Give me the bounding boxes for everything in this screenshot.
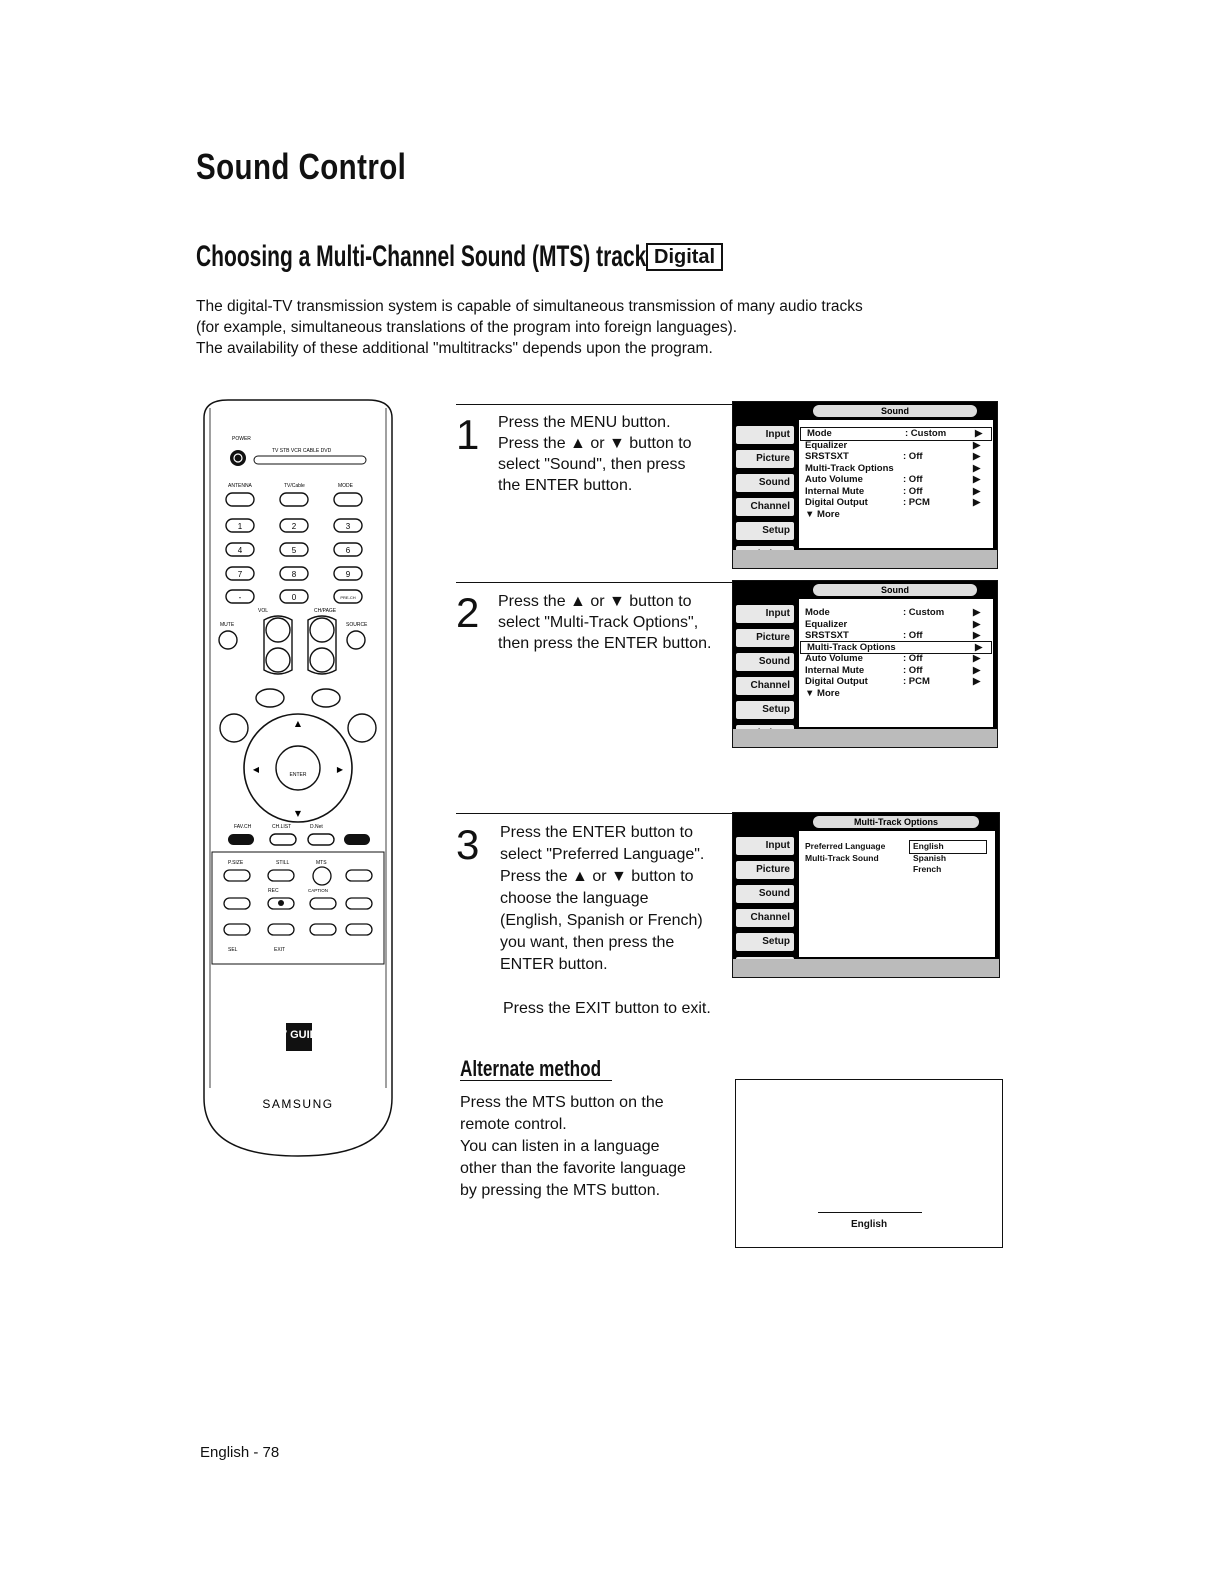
- intro-line: The availability of these additional "multitracks" depends upon the program.: [196, 340, 713, 357]
- mute-label: MUTE: [220, 622, 235, 628]
- alt-line: other than the favorite language: [460, 1160, 686, 1177]
- alt-line: Press the MTS button on the: [460, 1094, 664, 1111]
- sidebar-item-setup: Setup: [736, 701, 794, 719]
- section-title: Choosing a Multi-Channel Sound (MTS) track: [196, 240, 647, 273]
- step-line: Press the ▲ or ▼ button to: [498, 435, 692, 452]
- osd-divider: [818, 1212, 922, 1213]
- step-line: Press the ▲ or ▼ button to: [500, 868, 694, 885]
- digit-3-label: 3: [345, 522, 351, 531]
- screen-menu-panel: [799, 831, 995, 957]
- chlist-label: CH.LIST: [272, 824, 292, 830]
- sel-label: SEL: [228, 947, 238, 953]
- menu-row: Preferred Language English: [799, 841, 995, 853]
- step-line: the ENTER button.: [498, 477, 633, 494]
- mode-label: MODE: [338, 483, 353, 489]
- step-line: you want, then press the: [500, 934, 675, 951]
- step-line: select "Preferred Language".: [500, 846, 705, 863]
- osd-language-label: English: [850, 1219, 888, 1230]
- step-3-screen: [732, 812, 1000, 978]
- page-footer: English - 78: [200, 1444, 280, 1461]
- digit-0-label: 0: [291, 593, 297, 602]
- screen-menu-panel: [799, 420, 993, 548]
- menu-row: Internal Mute : Off ▶: [805, 485, 981, 497]
- sidebar-item-channel: Channel: [736, 498, 794, 516]
- menu-row: Auto Volume : Off ▶: [805, 474, 981, 485]
- screen-sidebar: [733, 420, 797, 568]
- sidebar-item-channel: Channel: [736, 909, 794, 927]
- menu-row: Digital Output : PCM ▶: [805, 497, 981, 508]
- sidebar-item-input: Input: [736, 605, 794, 623]
- menu-row: Multi-Track Options ▶: [801, 642, 991, 654]
- step-1-text: [498, 412, 728, 496]
- digital-badge: Digital: [646, 243, 723, 271]
- mts-osd-screen: [735, 1079, 1003, 1248]
- alternate-method-text: [460, 1092, 730, 1202]
- step-3-text: [500, 822, 732, 976]
- menu-row: Internal Mute : Off ▶: [805, 664, 981, 676]
- alternate-method-title: Alternate method: [460, 1056, 602, 1081]
- screen-header: Multi-Track Options: [813, 816, 979, 828]
- menu-row: Equalizer ▶: [805, 439, 981, 451]
- step-line: ENTER button.: [500, 956, 608, 973]
- sidebar-item-setup: Setup: [736, 933, 794, 951]
- sidebar-item-input: Input: [736, 837, 794, 855]
- digit-1-label: 1: [237, 522, 243, 531]
- sidebar-item-sound: Sound: [736, 474, 794, 492]
- step-2-text: [498, 591, 730, 654]
- sidebar-item-input: Input: [736, 426, 794, 444]
- sidebar-item-channel: Channel: [736, 677, 794, 695]
- step-3-rule: [456, 813, 732, 814]
- digit-2-label: 2: [291, 522, 297, 531]
- enter-label: ENTER: [289, 772, 307, 778]
- tvcable-label: TV/Cable: [284, 483, 305, 489]
- remote-control-illustration: [198, 398, 398, 1158]
- menu-row: Mode : Custom ▶: [805, 607, 981, 618]
- screen-footer: [733, 729, 997, 747]
- step-line: Press the ENTER button to: [500, 824, 693, 841]
- sidebar-item-sound: Sound: [736, 653, 794, 671]
- svg-text:▼: ▼: [294, 809, 302, 818]
- screen-sidebar: [733, 831, 797, 977]
- favch-label: FAV.CH: [234, 824, 252, 830]
- chpage-label: CH/PAGE: [314, 608, 337, 614]
- power-button: [230, 450, 246, 466]
- svg-text:◀: ◀: [252, 765, 260, 774]
- menu-row: Multi-Track Sound Spanish: [805, 852, 947, 863]
- power-label: POWER: [232, 436, 251, 442]
- dnet-label: D.Net: [310, 824, 323, 830]
- screen-header: Sound: [813, 584, 977, 596]
- svg-text:▶: ▶: [336, 765, 344, 774]
- rec-label: REC: [268, 888, 279, 894]
- step-line: Press the ▲ or ▼ button to: [498, 593, 692, 610]
- step-2-number: 2: [456, 589, 480, 636]
- sidebar-item-sound: Sound: [736, 885, 794, 903]
- menu-row: Auto Volume : Off ▶: [805, 653, 981, 664]
- menu-row: Mode : Custom ▶: [801, 428, 991, 440]
- alt-line: remote control.: [460, 1116, 567, 1133]
- step-line: (English, Spanish or French): [500, 912, 703, 929]
- step-1-screen: [732, 401, 998, 569]
- digit-5-label: 5: [291, 546, 297, 555]
- page-title: Sound Control: [196, 146, 407, 187]
- caption-label: CAPTION: [308, 888, 329, 893]
- alternate-method-rule: [460, 1080, 612, 1081]
- digit-6-label: 6: [345, 546, 351, 555]
- step-3-number: 3: [456, 821, 480, 868]
- antenna-label: ANTENNA: [228, 483, 252, 489]
- alt-line: You can listen in a language: [460, 1138, 660, 1155]
- vol-label: VOL: [258, 608, 269, 614]
- intro-line: The digital-TV transmission system is capable of simultaneous transmission of many audio tracks: [196, 298, 863, 315]
- sidebar-item-picture: Picture: [736, 629, 794, 647]
- screen-header: Sound: [813, 405, 977, 417]
- svg-text:▲: ▲: [294, 719, 302, 728]
- section-heading: [196, 240, 723, 274]
- tv-guide-logo: TV GUIDE: [273, 1029, 325, 1041]
- screen-menu-panel: [799, 599, 993, 727]
- size-label: P.SIZE: [228, 860, 244, 866]
- mode-select-label: TV STB VCR CABLE DVD: [272, 448, 332, 454]
- brand-label: SAMSUNG: [262, 1097, 334, 1111]
- screen-footer: [733, 550, 997, 568]
- menu-row: Digital Output : PCM ▶: [805, 676, 981, 687]
- menu-row: SRSTSXT : Off ▶: [805, 630, 981, 641]
- source-label: SOURCE: [346, 622, 368, 628]
- prech-label: PRE-CH: [340, 595, 356, 600]
- step-line: then press the ENTER button.: [498, 635, 712, 652]
- digit-4-label: 4: [237, 546, 243, 555]
- sidebar-item-setup: Setup: [736, 522, 794, 540]
- intro-paragraph: [196, 296, 956, 359]
- step-2-screen: [732, 580, 998, 748]
- menu-row: Equalizer ▶: [805, 618, 981, 630]
- digit-9-label: 9: [345, 570, 351, 579]
- step-1-number: 1: [456, 411, 480, 458]
- sidebar-item-picture: Picture: [736, 861, 794, 879]
- mts-label: MTS: [316, 860, 327, 866]
- step-1-rule: [456, 404, 732, 405]
- menu-row: ▼ More: [805, 508, 840, 520]
- step-line: Press the MENU button.: [498, 414, 671, 431]
- screen-footer: [733, 959, 999, 977]
- step-line: choose the language: [500, 890, 649, 907]
- still-label: STILL: [276, 860, 290, 866]
- menu-row: ▼ More: [805, 687, 840, 699]
- step-line: select "Sound", then press: [498, 456, 686, 473]
- sidebar-item-picture: Picture: [736, 450, 794, 468]
- dash-label: -: [238, 593, 242, 602]
- alt-line: by pressing the MTS button.: [460, 1182, 661, 1199]
- menu-row: SRSTSXT : Off ▶: [805, 451, 981, 462]
- menu-row: Multi-Track Options ▶: [805, 462, 981, 474]
- step-line: select "Multi-Track Options",: [498, 614, 699, 631]
- exit-label: EXIT: [274, 947, 286, 953]
- exit-note: Press the EXIT button to exit.: [503, 1000, 711, 1017]
- digit-7-label: 7: [237, 570, 243, 579]
- intro-line: (for example, simultaneous translations of the program into foreign languages).: [196, 319, 738, 336]
- digit-8-label: 8: [291, 570, 297, 579]
- screen-sidebar: [733, 599, 797, 747]
- step-2-rule: [456, 582, 732, 583]
- menu-row: French: [913, 864, 942, 874]
